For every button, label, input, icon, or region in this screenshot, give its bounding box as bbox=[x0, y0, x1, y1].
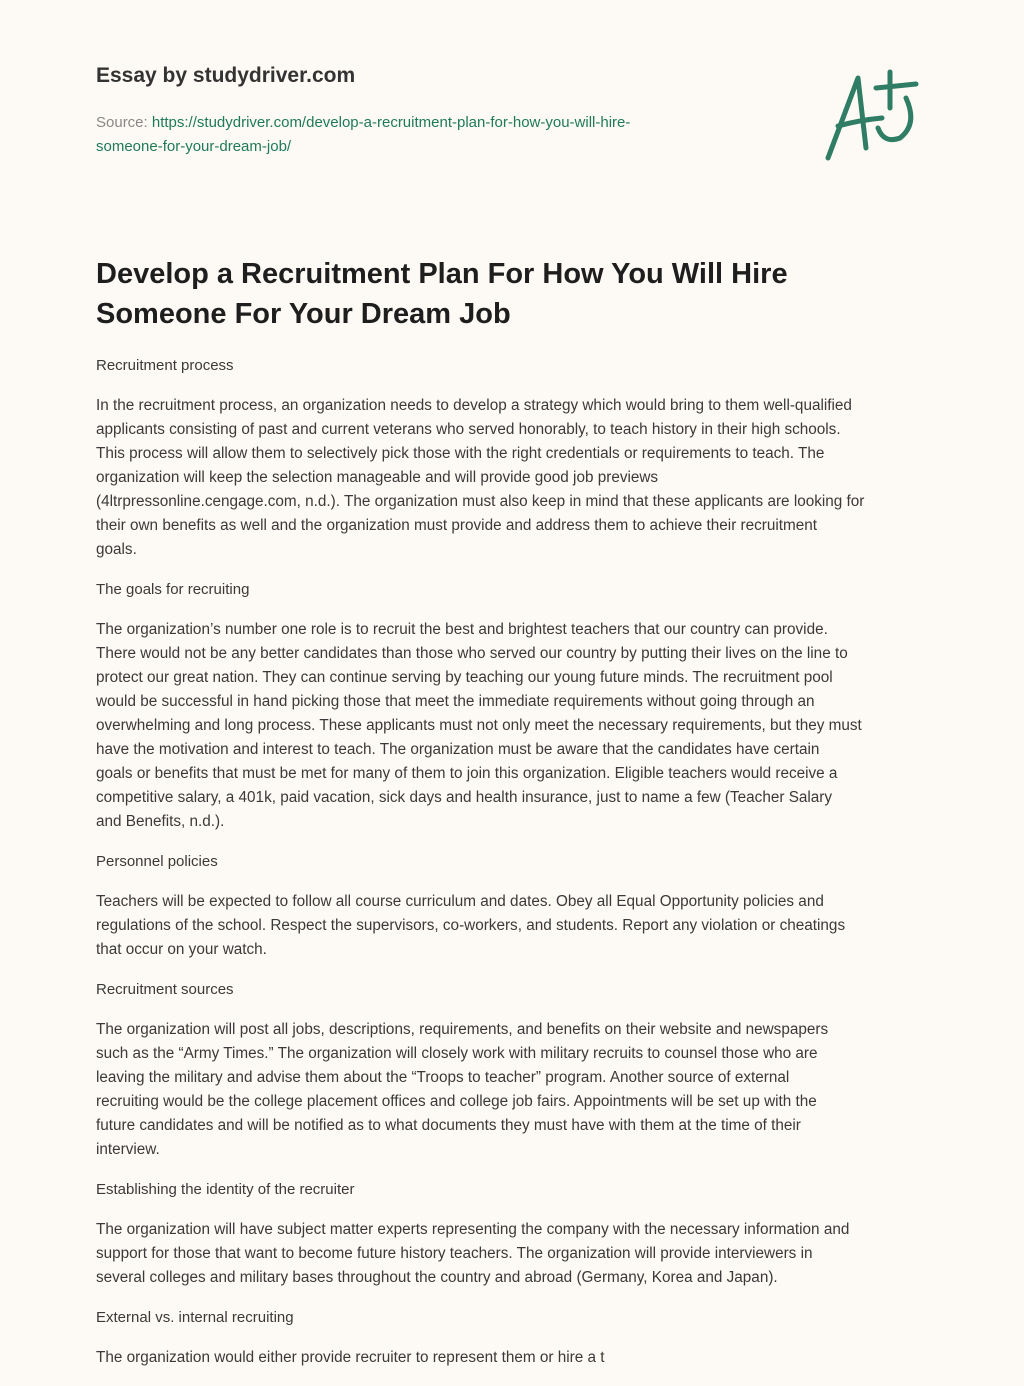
paragraph bbox=[96, 394, 936, 562]
source-link[interactable] bbox=[96, 114, 630, 155]
paragraph-line: The organization will post all jobs, descriptions, requirements, and benefits on their website and newspapers bbox=[96, 1021, 829, 1038]
paragraph-line: applicants consisting of past and current veterans who served honorably, to teach history in their high schools. bbox=[96, 421, 841, 438]
paragraph-line: support for those that want to become future history teachers. The organization will provide interviewers in bbox=[96, 1245, 813, 1262]
a-plus-logo-icon bbox=[820, 68, 930, 164]
paragraph-line: competitive salary, a 401k, paid vacation, sick days and health insurance, just to name a few (Teacher Salary bbox=[96, 789, 833, 806]
paragraph-line: The organization would either provide recruiter to represent them or hire a t bbox=[96, 1349, 605, 1366]
paragraph bbox=[96, 618, 936, 834]
paragraph-line: overwhelming and long process. These applicants must not only meet the necessary requirements, but they must bbox=[96, 717, 862, 734]
title-line: Someone For Your Dream Job bbox=[96, 298, 511, 330]
paragraph-line: that occur on your watch. bbox=[96, 941, 267, 958]
paragraph-line: This process will allow them to selectively pick those with the right credentials or requirements to teach. The bbox=[96, 445, 825, 462]
section-heading: Recruitment process bbox=[96, 357, 234, 374]
site-brand: Essay by studydriver.com bbox=[96, 64, 356, 87]
title-line: Develop a Recruitment Plan For How You Will Hire bbox=[96, 258, 788, 290]
paragraph-line: (4ltrpressonline.cengage.com, n.d.). The organization must also keep in mind that these applicants are looking for bbox=[96, 493, 865, 510]
paragraph-line: and Benefits, n.d.). bbox=[96, 813, 225, 830]
essay-body bbox=[96, 354, 936, 1386]
page-title bbox=[96, 254, 936, 334]
paragraph-line: leaving the military and advise them about the “Troops to teacher” program. Another source of external bbox=[96, 1069, 790, 1086]
paragraph bbox=[96, 1018, 936, 1162]
paragraph-line: have the motivation and interest to teach. The organization must be aware that the candidates have certain bbox=[96, 741, 820, 758]
paragraph-line: several colleges and military bases throughout the country and abroad (Germany, Korea and Japan). bbox=[96, 1269, 778, 1286]
paragraph-line: future candidates and will be notified as to what documents they must have with them at the time of their bbox=[96, 1117, 801, 1134]
source-url-line: https://studydriver.com/develop-a-recruitment-plan-for-how-you-will-hire- bbox=[151, 114, 631, 131]
paragraph bbox=[96, 1218, 936, 1290]
paragraph-line: There would not be any better candidates than those who served our country by putting their lives on the line to bbox=[96, 645, 848, 662]
paragraph-line: The organization will have subject matter experts representing the company with the necessary information and bbox=[96, 1221, 850, 1238]
paragraph-line: The organization’s number one role is to recruit the best and brightest teachers that our country can provide. bbox=[96, 621, 828, 638]
paragraph-line: would be successful in hand picking those that meet the immediate requirements without going through an bbox=[96, 693, 815, 710]
paragraph-line: Teachers will be expected to follow all course curriculum and dates. Obey all Equal Opportunity policies and bbox=[96, 893, 824, 910]
paragraph bbox=[96, 890, 936, 962]
paragraph-line: interview. bbox=[96, 1141, 160, 1158]
source-url-line: someone-for-your-dream-job/ bbox=[96, 138, 292, 155]
paragraph-line: protect our great nation. They can continue serving by teaching our young future minds. The recruitment pool bbox=[96, 669, 833, 686]
source-label: Source: bbox=[96, 114, 152, 131]
paragraph-line: In the recruitment process, an organization needs to develop a strategy which would bring to them well-qualified bbox=[96, 397, 852, 414]
paragraph bbox=[96, 1346, 936, 1370]
paragraph-line: organization will keep the selection manageable and will provide good job previews bbox=[96, 469, 659, 486]
paragraph-line: their own benefits as well and the organization must provide and address them to achieve their recruitment bbox=[96, 517, 818, 534]
section-heading: Recruitment sources bbox=[96, 981, 234, 998]
section-heading: Personnel policies bbox=[96, 853, 218, 870]
source-line bbox=[96, 111, 630, 159]
paragraph-line: goals or benefits that must be met for many of them to join this organization. Eligible teachers would receive a bbox=[96, 765, 838, 782]
paragraph-line: recruiting would be the college placement offices and college job fairs. Appointments will be set up with the bbox=[96, 1093, 817, 1110]
paragraph-line: regulations of the school. Respect the supervisors, co-workers, and students. Report any violation or cheatings bbox=[96, 917, 846, 934]
section-heading: Establishing the identity of the recruiter bbox=[96, 1181, 355, 1198]
paragraph-line: goals. bbox=[96, 541, 137, 558]
section-heading: The goals for recruiting bbox=[96, 581, 250, 598]
paragraph-line: such as the “Army Times.” The organization will closely work with military recruits to counsel those who are bbox=[96, 1045, 818, 1062]
section-heading: External vs. internal recruiting bbox=[96, 1309, 294, 1326]
